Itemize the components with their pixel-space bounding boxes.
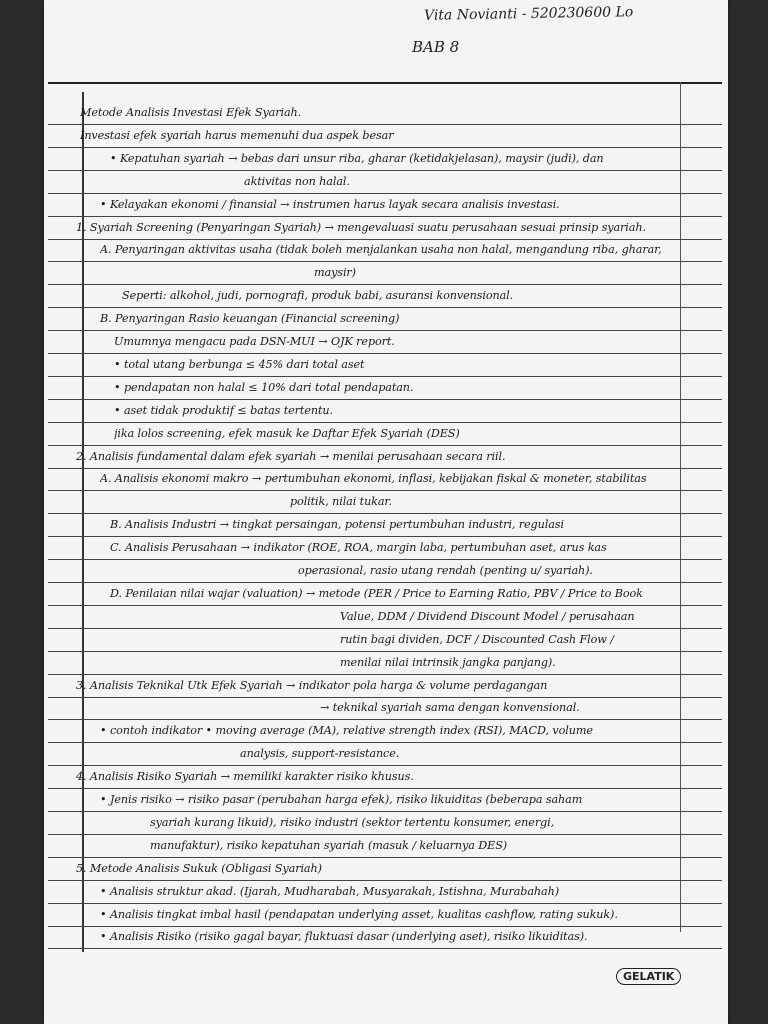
ruled-line — [48, 490, 722, 491]
ruled-line — [48, 857, 722, 858]
ruled-line — [48, 788, 722, 789]
ruled-line — [48, 216, 722, 217]
ruled-line — [48, 124, 722, 125]
note-line: D. Penilaian nilai wajar (valuation) → metode (PER / Price to Earning Ratio, PBV / Price to Book — [110, 586, 643, 600]
student-name: Vita Novianti - 520230600 Lo — [423, 4, 634, 24]
note-line: manufaktur), risiko kepatuhan syariah (masuk / keluarnya DES) — [150, 838, 508, 852]
ruled-line — [48, 445, 722, 446]
ruled-line — [48, 834, 722, 835]
note-line: A. Analisis ekonomi makro → pertumbuhan ekonomi, inflasi, kebijakan fiskal & moneter, stabilitas — [100, 472, 647, 486]
ruled-line — [48, 239, 722, 240]
note-line: 5. Metode Analisis Sukuk (Obligasi Syariah) — [76, 861, 322, 875]
note-line: operasional, rasio utang rendah (penting u/ syariah). — [298, 564, 593, 577]
note-line: Metode Analisis Investasi Efek Syariah. — [80, 106, 302, 119]
ruled-line — [48, 903, 722, 904]
note-line: Value, DDM / Dividend Discount Model / perusahaan — [340, 609, 635, 623]
ruled-line — [48, 674, 722, 675]
note-line: politik, nilai tukar. — [290, 495, 392, 509]
ruled-line — [48, 651, 722, 652]
ruled-line — [48, 261, 722, 262]
note-line: → teknikal syariah sama dengan konvensional. — [320, 701, 580, 715]
ruled-line — [48, 468, 722, 469]
ruled-line — [48, 193, 722, 194]
ruled-line — [48, 697, 722, 698]
note-line: Umumnya mengacu pada DSN-MUI → OJK report. — [114, 335, 395, 348]
note-line: 1. Syariah Screening (Penyaringan Syariah) → mengevaluasi suatu perusahaan sesuai prinsip syariah. — [76, 220, 646, 234]
ruled-line — [48, 605, 722, 606]
ruled-line — [48, 628, 722, 629]
note-line: C. Analisis Perusahaan → indikator (ROE, ROA, margin laba, pertumbuhan aset, arus kas — [110, 541, 607, 555]
note-line: Seperti: alkohol, judi, pornografi, produk babi, asuransi konvensional. — [122, 289, 514, 303]
ruled-line — [48, 765, 722, 766]
ruled-line — [48, 353, 722, 354]
ruled-line — [48, 170, 722, 171]
ruled-line — [48, 513, 722, 514]
ruled-line — [48, 284, 722, 285]
ruled-line — [48, 880, 722, 881]
note-line: maysir) — [314, 266, 356, 280]
ruled-line — [48, 376, 722, 377]
note-line: 4. Analisis Risiko Syariah → memiliki karakter risiko khusus. — [76, 770, 414, 784]
note-line: • contoh indikator • moving average (MA), relative strength index (RSI), MACD, volume — [100, 724, 593, 738]
ruled-line — [48, 742, 722, 743]
ruled-line — [48, 559, 722, 560]
ruled-line — [48, 147, 722, 148]
note-line: • pendapatan non halal ≤ 10% dari total pendapatan. — [114, 380, 414, 394]
note-line: analysis, support-resistance. — [240, 747, 400, 761]
note-line: rutin bagi dividen, DCF / Discounted Cash Flow / — [340, 632, 614, 646]
gelatik-logo: GELATIK — [616, 968, 681, 985]
ruled-line — [48, 582, 722, 583]
ruled-line — [48, 719, 722, 720]
ruled-line — [48, 811, 722, 812]
note-line: B. Analisis Industri → tingkat persaingan, potensi pertumbuhan industri, regulasi — [110, 518, 564, 532]
note-line: • Kepatuhan syariah → bebas dari unsur riba, gharar (ketidakjelasan), maysir (judi), dan — [110, 151, 604, 165]
ruled-line — [48, 330, 722, 331]
note-line: 2. Analisis fundamental dalam efek syariah → menilai perusahaan secara riil. — [76, 449, 506, 463]
note-line: • Jenis risiko → risiko pasar (perubahan harga efek), risiko likuiditas (beberapa saham — [100, 793, 583, 806]
ruled-line — [48, 926, 722, 927]
note-line: aktivitas non halal. — [244, 174, 350, 188]
top-rule — [48, 82, 722, 84]
ruled-line — [48, 948, 722, 949]
note-line: 3. Analisis Teknikal Utk Efek Syariah → indikator pola harga & volume perdagangan — [76, 678, 548, 692]
note-line: Investasi efek syariah harus memenuhi dua aspek besar — [80, 128, 394, 142]
note-line: • Analisis tingkat imbal hasil (pendapatan underlying asset, kualitas cashflow, rating sukuk). — [100, 907, 618, 921]
ruled-line — [48, 307, 722, 308]
note-line: syariah kurang likuid), risiko industri (sektor tertentu konsumer, energi, — [150, 815, 555, 829]
note-line: • aset tidak produktif ≤ batas tertentu. — [114, 403, 333, 417]
ruled-line — [48, 422, 722, 423]
note-line: • Kelayakan ekonomi / finansial → instrumen harus layak secara analisis investasi. — [100, 197, 560, 211]
note-line: B. Penyaringan Rasio keuangan (Financial screening) — [100, 312, 400, 326]
note-line: • Analisis struktur akad. (Ijarah, Mudharabah, Musyarakah, Istishna, Murabahah) — [100, 884, 559, 898]
ruled-line — [48, 399, 722, 400]
note-line: • total utang berbunga ≤ 45% dari total aset — [114, 357, 365, 371]
notebook-page — [44, 0, 728, 1024]
note-line: • Analisis Risiko (risiko gagal bayar, fluktuasi dasar (underlying aset), risiko likuiditas). — [100, 930, 588, 944]
note-line: A. Penyaringan aktivitas usaha (tidak boleh menjalankan usaha non halal, mengandung riba, gharar, — [100, 243, 662, 257]
chapter-title: BAB 8 — [412, 38, 460, 56]
ruled-line — [48, 536, 722, 537]
note-line: menilai nilai intrinsik jangka panjang). — [340, 655, 556, 669]
note-line: jika lolos screening, efek masuk ke Daftar Efek Syariah (DES) — [114, 426, 460, 440]
